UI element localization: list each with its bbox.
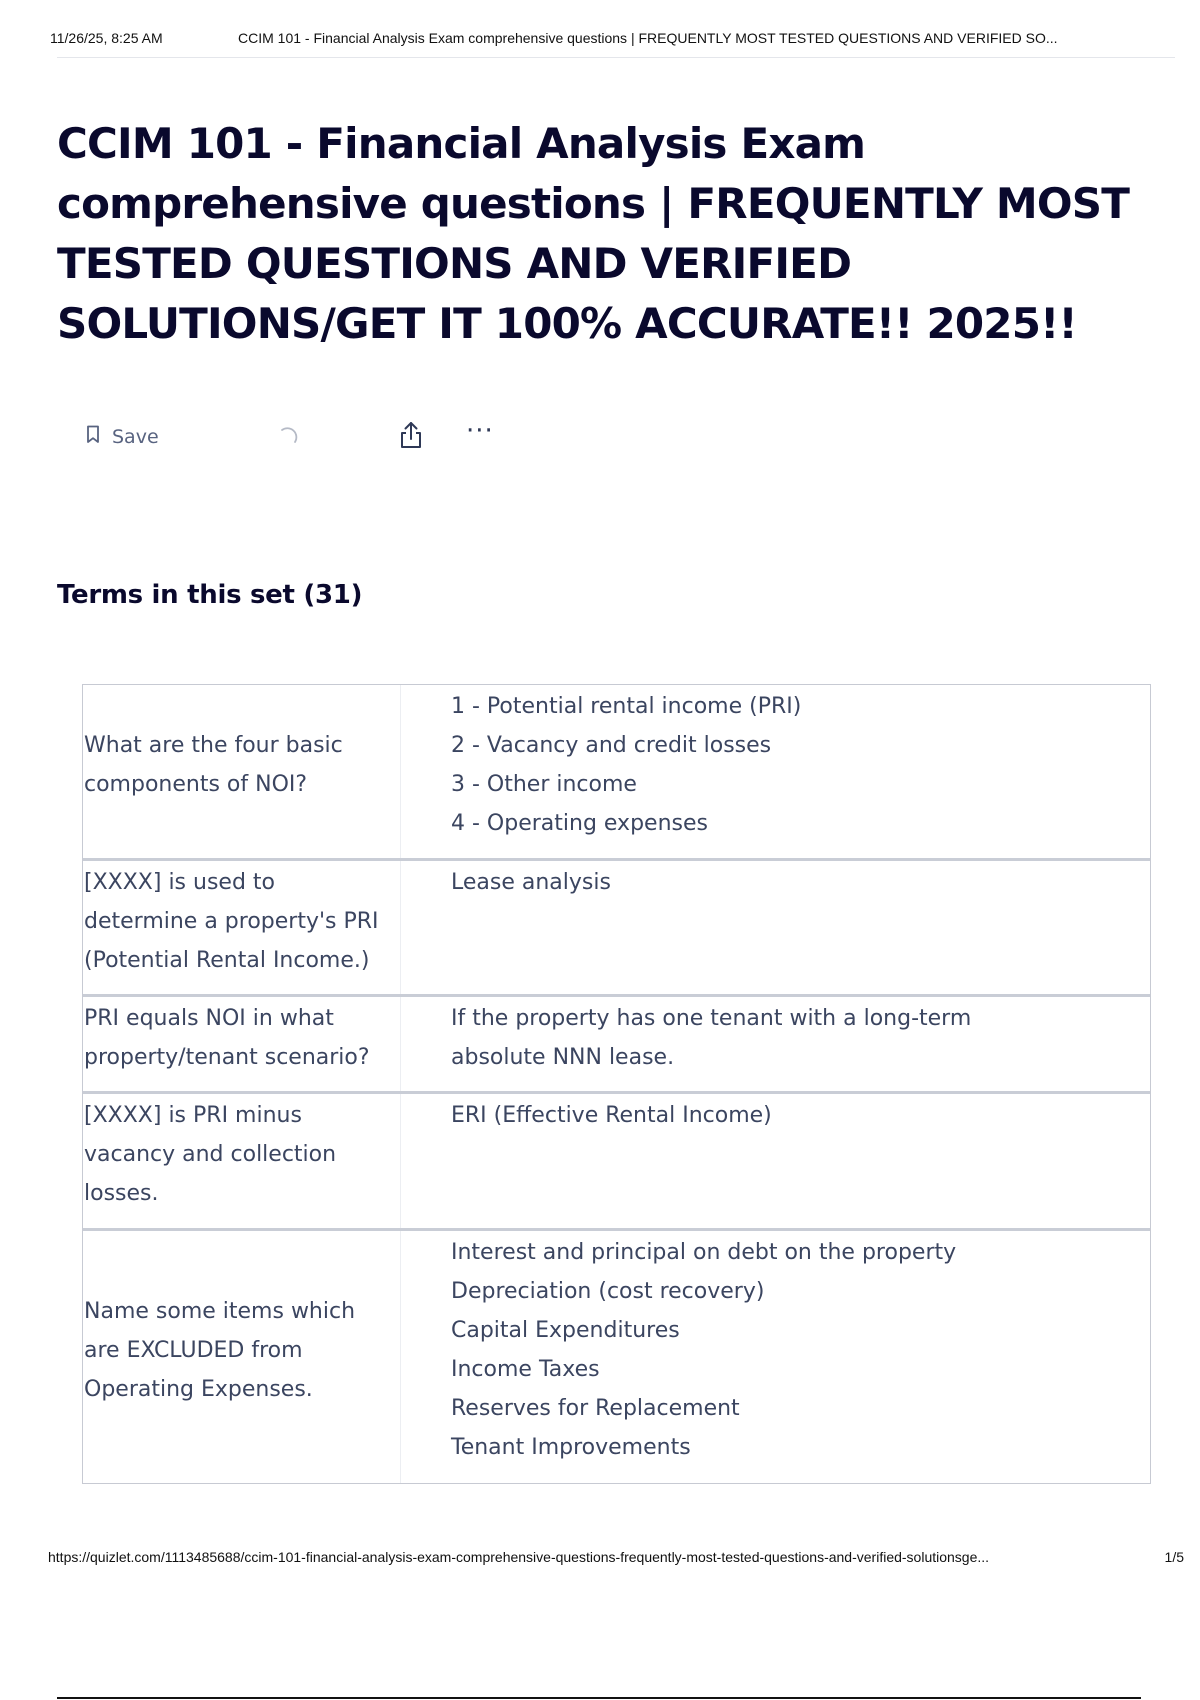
- page-title: CCIM 101 - Financial Analysis Exam comprehensive questions | FREQUENTLY MOST TESTED QUESTIONS AND VERIFIED SOLUTIONS/GET IT 100% ACCURATE!! 2025!!: [57, 119, 1130, 348]
- definition-line: ERI (Effective Rental Income): [451, 1103, 772, 1128]
- print-header: [50, 30, 1176, 46]
- term-row: [83, 997, 1150, 1094]
- terms-table: [82, 684, 1151, 1484]
- term-line: Operating Expenses.: [84, 1376, 313, 1402]
- definition-cell: [401, 685, 1150, 858]
- bottom-divider: [57, 1697, 1141, 1699]
- definition-line: Income Taxes: [451, 1357, 600, 1382]
- share-icon[interactable]: [398, 420, 424, 455]
- term-line: (Potential Rental Income.): [84, 948, 370, 973]
- definition-line: Capital Expenditures: [451, 1318, 680, 1343]
- page-number: 1/5: [1164, 1549, 1184, 1565]
- definition-line: 4 - Operating expenses: [451, 811, 708, 836]
- definition-cell: [401, 1094, 1150, 1228]
- definition-line: 2 - Vacancy and credit losses: [451, 733, 772, 758]
- bookmark-icon: [86, 425, 100, 449]
- term-line: components of NOI?: [84, 771, 308, 797]
- print-url: https://quizlet.com/1113485688/ccim-101-financial-analysis-exam-comprehensive-questions-frequently-most-tested-questions-and-verified-solutionsge...: [48, 1549, 990, 1565]
- definition-line: Depreciation (cost recovery): [451, 1279, 765, 1304]
- definition-line: 3 - Other income: [451, 772, 637, 797]
- action-bar: [86, 416, 526, 454]
- term-cell: [83, 997, 401, 1091]
- term-line: losses.: [84, 1181, 159, 1206]
- terms-heading: Terms in this set (31): [57, 580, 363, 610]
- term-cell: [83, 1094, 401, 1228]
- definition-cell: [401, 997, 1150, 1091]
- definition-line: 1 - Potential rental income (PRI): [451, 694, 802, 719]
- save-button[interactable]: [86, 420, 159, 454]
- definition-line: Tenant Improvements: [451, 1435, 691, 1460]
- print-doc-title: CCIM 101 - Financial Analysis Exam comprehensive questions | FREQUENTLY MOST TESTED QUESTIONS AND VERIFIED SO...: [238, 30, 1058, 46]
- term-cell: [83, 861, 401, 994]
- term-line: [XXXX] is used to: [84, 870, 275, 895]
- term-line: What are the four basic: [84, 732, 343, 758]
- term-line: Name some items which: [84, 1298, 356, 1324]
- term-line: determine a property's PRI: [84, 909, 379, 934]
- term-row: [83, 1094, 1150, 1231]
- more-options-icon[interactable]: ···: [466, 416, 494, 446]
- definition-line: Lease analysis: [451, 870, 611, 895]
- definition-line: Reserves for Replacement: [451, 1396, 740, 1421]
- term-line: property/tenant scenario?: [84, 1045, 370, 1070]
- term-line: PRI equals NOI in what: [84, 1006, 334, 1031]
- term-line: [XXXX] is PRI minus: [84, 1103, 302, 1128]
- print-date: 11/26/25, 8:25 AM: [50, 30, 163, 46]
- definition-line: Interest and principal on debt on the property: [451, 1240, 957, 1265]
- definition-line: absolute NNN lease.: [451, 1045, 675, 1070]
- term-cell: [83, 685, 401, 858]
- definition-line: If the property has one tenant with a long-term: [451, 1006, 972, 1031]
- term-cell: [83, 1231, 401, 1483]
- term-line: vacancy and collection: [84, 1142, 337, 1167]
- header-divider: [57, 57, 1175, 58]
- definition-cell: [401, 861, 1150, 994]
- definition-cell: [401, 1231, 1150, 1483]
- print-footer: [48, 1549, 1184, 1565]
- term-row: [83, 861, 1150, 997]
- term-line: are EXCLUDED from: [84, 1337, 303, 1363]
- term-row: [83, 1231, 1150, 1483]
- loading-spinner-icon: [277, 424, 301, 455]
- save-label: Save: [112, 426, 159, 448]
- term-row: [83, 685, 1150, 861]
